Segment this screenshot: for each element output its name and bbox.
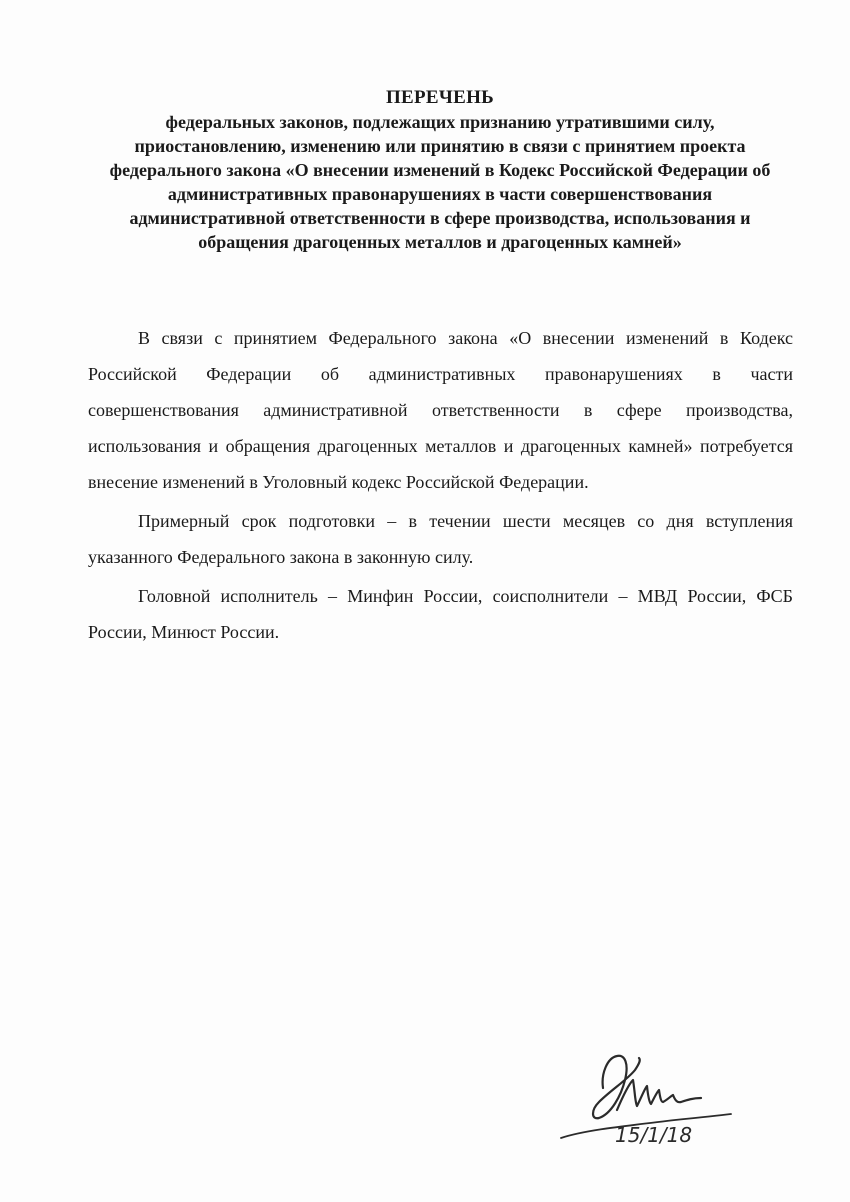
document-title: ПЕРЕЧЕНЬ <box>385 87 495 108</box>
document-body <box>88 320 793 653</box>
paragraph-deadline: Примерный срок подготовки – в течении шести месяцев со дня вступления указанного Федерального закона в законную силу. <box>88 511 793 567</box>
handwritten-signature <box>555 1040 735 1150</box>
signature-icon <box>555 1040 735 1150</box>
signature-date: 15/1/18 <box>615 1123 693 1147</box>
paragraph-amendments: В связи с принятием Федерального закона «О внесении изменений в Кодекс Российской Федерации об административных правонарушениях в части совершенствования административной ответственности в сфере производства, использования и обращения драгоценных металлов и драгоценных камней» потребуется внесение изменений в Уголовный кодекс Российской Федерации. <box>88 328 793 492</box>
paragraph-executors: Головной исполнитель – Минфин России, соисполнители – МВД России, ФСБ России, Минюст России. <box>88 586 793 642</box>
document-subtitle: федеральных законов, подлежащих признанию утратившими силу, приостановлению, изменению или принятию в связи с принятием проекта федерального закона «О внесении изменений в Кодекс Российской Федерации об административных правонарушениях в части совершенствования административной ответственности в сфере производства, использования и обращения драгоценных металлов и драгоценных камней» <box>109 112 771 252</box>
document-heading <box>90 86 790 254</box>
